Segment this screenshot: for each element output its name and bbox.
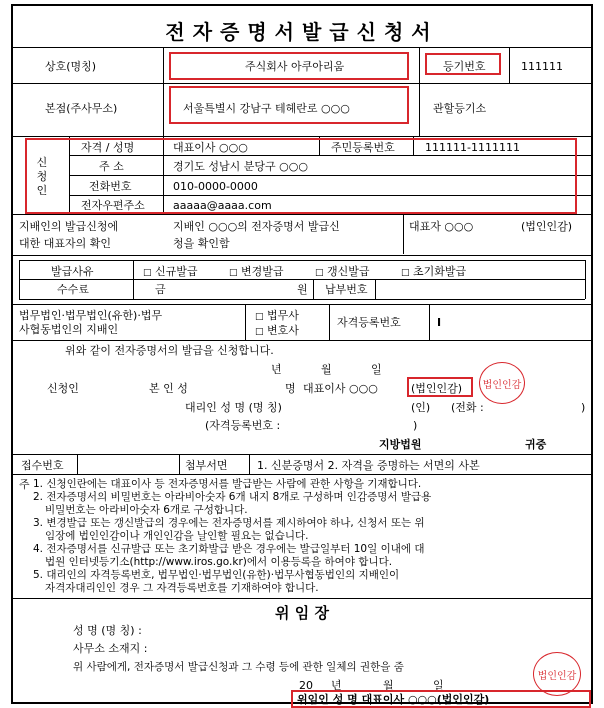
note-5a: 5. 대리인의 자격등록번호, 법무법인·법무법인(유한)·법무사협동법인의 지배인이 (33, 569, 400, 581)
highlight-reg-no (425, 53, 501, 75)
manager-confirm-label-2: 대한 대표자의 확인 (19, 237, 112, 250)
applicant-section-label: 신 청 인 (36, 156, 48, 197)
law-option-2[interactable]: 변호사 (267, 324, 299, 337)
hq-label: 본점(주사무소) (45, 102, 118, 115)
attach-label: 첨부서면 (185, 459, 228, 472)
option-renew[interactable]: 갱신발급 (327, 265, 370, 278)
note-3a: 3. 변경발급 또는 갱신발급의 경우에는 전자증명서를 제시하여야 하나, 신청서 또는 위 (33, 517, 425, 529)
agent-cert: (자격등록번호 : (205, 419, 281, 432)
agent-phone-close: ) (581, 401, 586, 414)
note-5b: 자격자대리인인 경우 그 자격등록번호를 기재하여야 합니다. (45, 582, 319, 594)
fee-unit: 원 (297, 283, 308, 296)
fee-label: 수수료 (57, 283, 89, 296)
delegation-office-label: 사무소 소재지 : (73, 642, 148, 655)
cert-no-value[interactable]: I (437, 316, 442, 329)
note-3b: 임장에 법인인감이나 개인인감을 날인할 필요는 없습니다. (45, 530, 309, 542)
law-label-1: 법무법인·법무법인(유한)·법무 (19, 309, 163, 322)
company-name-label: 상호(명칭) (45, 60, 97, 73)
application-form: 전자증명서발급신청서 상호(명칭) 주식회사 아쿠아리움 등기번호 111111 본점(주사무소) 서울특별시 강남구 테헤란로 ○○○ 관할등기소 신 청 인 자격 / 성명 대표이사 ○○○ 주민등록번호 111111-1111111 주 소 경기도 성남시 분당구 ○○○ 전화번호 010-0000-0000 전자우편주소 aaaaa@aaaa.com 지배인의 발급신청에 대한 대표자의 확인 지배인 ○○○의 전자증명서 발급신 청을 확인함 대표자 ○○○ (법인인감) 발급사유 □ 신규발급 □ 변경발급 □ 갱신발급 □ 초기화발급 수수료 금 원 납부번호 법무법인·법무법인(유한)·법무 사협동법인의 지배인 □ 법무사 □ 변호사 자격등록번호 I 위와 같이 전자증명서의 발급을 신청합니다. 년 월 일 신청인 본 인 성 명 대표이사 ○○○ (법인인감) 대리인 성 명 (명 칭) (인) (전화 : ) (자격등록번호 : ) 지방법원 귀중 접수번호 첨부서면 1. 신분증명서 2. 자격을 증명하는 서면의 사본 주 1. 신청인란에는 대표이사 등 전자증명서를 발급받는 사람에 관한 사항을 기재합니다. 2. 전자증명서의 비밀번호는 아라비아숫자 6개 내지 8개로 구성하며 인감증명서 발급용 비밀번호는 아라비아숫자 6개로 구성합니다. 3. 변경발급 또는 갱신발급의 경우에는 전자증명서를 제시하여야 하나, 신청서 또는 위 임장에 법인인감이나 개인인감을 날인할 필요는 없습니다. 4. 전자증명서를 신규발급 또는 초기화발급 받은 경우에는 발급일부터 10일 이내에 대 법원 인터넷등기소(http://www.iros.go.kr)에서 이용등록을 하여야 합니다. 5. 대리인의 자격등록번호, 법무법인·법무법인(유한)·법무사협동법인의 지배인이 자격자대리인인 경우 그 자격등록번호를 기재하여야 합니다. 위 임 장 성 명 (명 칭) : 사무소 소재지 : 위 사람에게, 전자증명서 발급신청과 그 수령 등에 관한 일체의 권한을 줌 20 년 월 일 위임인 성 명 대표이사 ○○○(법인인감) 법인인감 법인인감 (11, 4, 593, 704)
seal-stamp-1: 법인인감 (479, 362, 525, 404)
principal-value[interactable]: 대표이사 ○○○ (303, 382, 378, 395)
address-value[interactable]: 경기도 성남시 분당구 ○○○ (173, 160, 308, 173)
delegation-name-label: 성 명 (명 칭) : (73, 624, 142, 637)
law-option-1[interactable]: 법무사 (267, 309, 299, 322)
attach-text: 1. 신분증명서 2. 자격을 증명하는 서면의 사본 (257, 459, 480, 472)
manager-confirm-seal: (법인인감) (521, 220, 573, 233)
qual-name-label: 자격 / 성명 (81, 141, 135, 154)
delegation-day: 일 (433, 679, 444, 692)
note-4a: 4. 전자증명서를 신규발급 또는 초기화발급 받은 경우에는 발급일부터 10일 이내에 대 (33, 543, 425, 555)
email-value[interactable]: aaaaa@aaaa.com (173, 199, 272, 212)
request-month: 월 (321, 363, 332, 376)
phone-value[interactable]: 010-0000-0000 (173, 180, 258, 193)
receipt-no-label: 접수번호 (21, 459, 64, 472)
highlight-hq (169, 86, 409, 124)
highlight-applicant (25, 138, 577, 214)
applicant-sign-label: 신청인 (47, 382, 79, 395)
agent-seal: (인) (411, 401, 431, 414)
cert-no-label: 자격등록번호 (337, 316, 401, 329)
principal-seal: (법인인감) (411, 382, 463, 395)
address-label: 주 소 (99, 160, 124, 173)
delegation-month: 월 (383, 679, 394, 692)
option-new[interactable]: 신규발급 (155, 265, 198, 278)
delegation-date-prefix: 20 (299, 679, 313, 692)
option-reset[interactable]: 초기화발급 (413, 265, 467, 278)
email-label: 전자우편주소 (81, 199, 145, 212)
option-change[interactable]: 변경발급 (241, 265, 284, 278)
principal-label: 본 인 성 (149, 382, 188, 395)
court-label: 지방법원 (379, 438, 422, 451)
note-1: 1. 신청인란에는 대표이사 등 전자증명서를 발급받는 사람에 관한 사항을 기재합니다. (33, 478, 422, 490)
phone-label: 전화번호 (89, 180, 132, 193)
request-day: 일 (371, 363, 382, 376)
reg-no-label: 등기번호 (443, 60, 486, 73)
notes-header: 주 (19, 478, 30, 491)
manager-confirm-label-1: 지배인의 발급신청에 (19, 220, 119, 233)
principal-name-label: 명 (285, 382, 296, 395)
resident-no-label: 주민등록번호 (331, 141, 395, 154)
qual-name-value[interactable]: 대표이사 ○○○ (173, 141, 248, 154)
request-statement: 위와 같이 전자증명서의 발급을 신청합니다. (65, 344, 274, 357)
fee-amount: 금 (155, 283, 166, 296)
agent-line: 대리인 성 명 (명 칭) (185, 401, 282, 414)
law-label-2: 사협동법인의 지배인 (19, 323, 119, 336)
delegation-title: 위 임 장 (275, 604, 329, 622)
issue-reason-label: 발급사유 (51, 265, 94, 278)
request-year: 년 (271, 363, 282, 376)
manager-confirm-rep: 대표자 ○○○ (409, 220, 474, 233)
note-2a: 2. 전자증명서의 비밀번호는 아라비아숫자 6개 내지 8개로 구성하며 인감증명서 발급용 (33, 491, 432, 503)
agent-cert-close: ) (413, 419, 418, 432)
note-2b: 비밀번호는 아라비아숫자 6개로 구성합니다. (45, 504, 248, 516)
manager-confirm-text-2: 청을 확인함 (173, 237, 230, 250)
reg-no-value[interactable]: 111111 (521, 60, 563, 73)
hq-value[interactable]: 서울특별시 강남구 테헤란로 ○○○ (183, 102, 350, 115)
highlight-company-name (169, 52, 409, 80)
delegation-text: 위 사람에게, 전자증명서 발급신청과 그 수령 등에 관한 일체의 권한을 줌 (73, 661, 404, 673)
seal-stamp-2: 법인인감 (533, 652, 581, 696)
court-suffix: 귀중 (525, 438, 547, 451)
company-name-value[interactable]: 주식회사 아쿠아리움 (245, 60, 345, 73)
note-4b: 법원 인터넷등기소(http://www.iros.go.kr)에서 이용등록을 하여야 합니다. (45, 556, 393, 568)
highlight-seal-line (407, 377, 473, 397)
resident-no-value[interactable]: 111111-1111111 (425, 141, 520, 154)
paid-no-label: 납부번호 (325, 283, 368, 296)
delegation-signer: 위임인 성 명 대표이사 ○○○(법인인감) (297, 693, 490, 706)
registry-label: 관할등기소 (433, 102, 487, 115)
form-title: 전자증명서발급신청서 (165, 20, 439, 44)
agent-phone: (전화 : (451, 401, 484, 414)
delegation-year: 년 (331, 679, 342, 692)
manager-confirm-text-1: 지배인 ○○○의 전자증명서 발급신 (173, 220, 340, 233)
